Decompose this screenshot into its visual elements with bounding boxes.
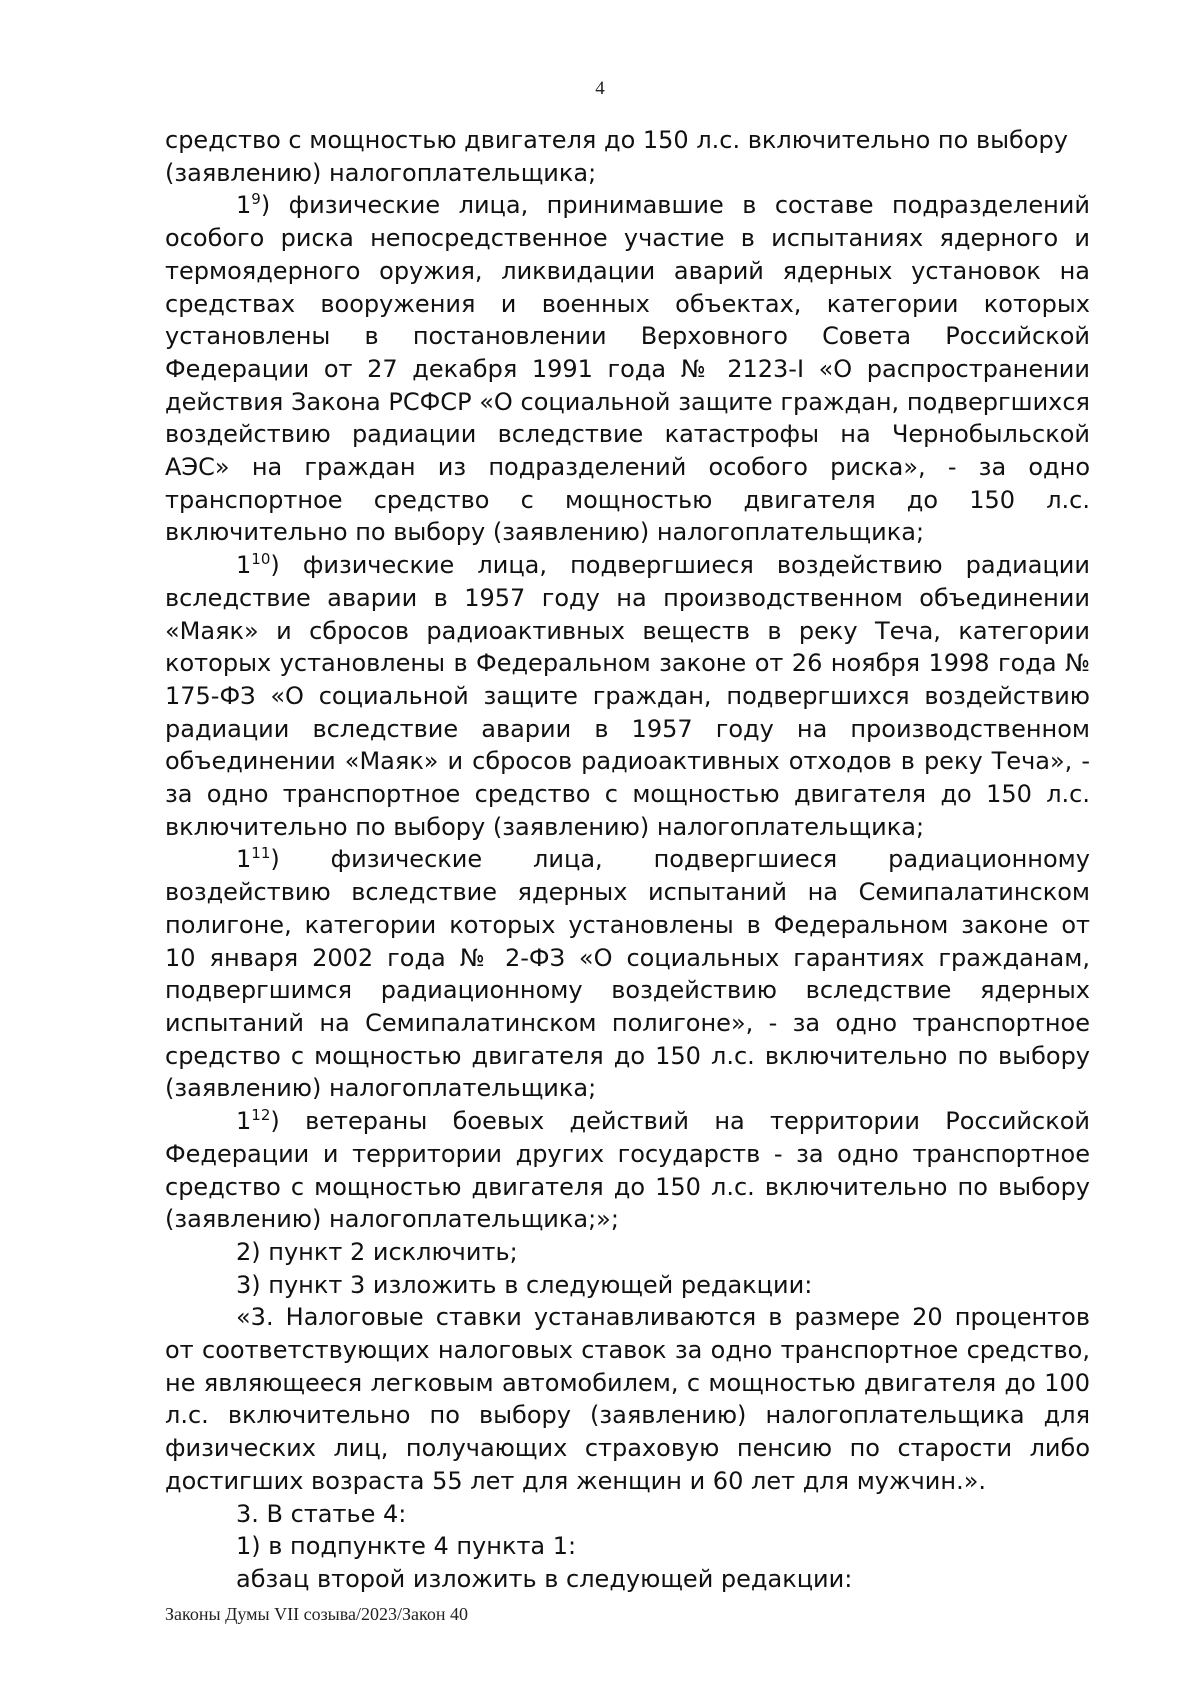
paragraph-text: ) физические лица, подвергшиеся радиационному воздействию вследствие ядерных испытаний на Семипалатинском полигоне, категории которых установлены в Федеральном законе от 10 января 2002 года № 2-ФЗ «О социальных гарантиях гражданам, подвергшимся радиационному воздействию вследствие ядерных испытаний на Семипалатинском полигоне», - за одно транспортное средство с мощностью двигателя до 150 л.с. включительно по выбору (заявлению) налогоплательщика; [165,845,1090,1103]
paragraph-subitem-4 [165,1530,1090,1563]
paragraph-text: средство с мощностью двигателя до 150 л.с. включительно по выбору (заявлению) налогоплательщика; [165,126,1068,187]
paragraph-continuation [165,124,1090,189]
paragraph-item-2 [165,1236,1090,1269]
paragraph-text: 2) пункт 2 исключить; [236,1237,518,1266]
page-number: 4 [595,78,605,99]
paragraph-text: 3. В статье 4: [236,1499,407,1528]
paragraph-second-abzac [165,1563,1090,1596]
paragraph-text: ) физические лица, подвергшиеся воздействию радиации вследствие аварии в 1957 году на производственном объединении «Маяк» и сбросов радиоактивных веществ в реку Теча, категории которых установлены в Федеральном законе от 26 ноября 1998 года № 175-ФЗ «О социальной защите граждан, подвергшихся воздействию радиации вследствие аварии в 1957 году на производственном объединении «Маяк» и сбросов радиоактивных отходов в реку Теча», - за одно транспортное средство с мощностью двигателя до 150 л.с. включительно по выбору (заявлению) налогоплательщика; [165,551,1090,841]
paragraph-text: абзац второй изложить в следующей редакции: [236,1564,853,1593]
item-superscript: 11 [251,844,271,863]
paragraph-text: ) физические лица, принимавшие в составе подразделений особого риска непосредственное участие в испытаниях ядерного и термоядерного оружия, ликвидации аварий ядерных установок на средствах вооружения и военных объектах, категории которых установлены в постановлении Верховного Совета Российской Федерации от 27 декабря 1991 года № 2123-I «О распространении действия Закона РСФСР «О социальной защите граждан, подвергшихся воздействию радиации вследствие катастрофы на Чернобыльской АЭС» на граждан из подразделений особого риска», - за одно транспортное средство с мощностью двигателя до 150 л.с. включительно по выбору (заявлению) налогоплательщика; [165,191,1090,547]
document-footer: Законы Думы VII созыва/2023/Закон 40 [165,1604,468,1624]
paragraph-quoted-item-3 [165,1301,1090,1497]
paragraph-item-1-12 [165,1105,1090,1236]
paragraph-item-3 [165,1269,1090,1302]
paragraph-text: «3. Налоговые ставки устанавливаются в размере 20 процентов от соответствующих налоговых ставок за одно транспортное средство, не являющееся легковым автомобилем, с мощностью двигателя до 100 л.с. включительно по выбору (заявлению) налогоплательщика для физических лиц, получающих страховую пенсию по старости либо достигших возраста 55 лет для женщин и 60 лет для мужчин.». [165,1303,1090,1495]
paragraph-item-1-11 [165,843,1090,1105]
item-number: 1 [236,1107,252,1136]
item-number: 1 [236,551,252,580]
paragraph-article-4 [165,1498,1090,1531]
item-superscript: 10 [251,550,271,569]
item-number: 1 [236,191,252,220]
paragraph-text: ) ветераны боевых действий на территории Российской Федерации и территории других государств - за одно транспортное средство с мощностью двигателя до 150 л.с. включительно по выбору (заявлению) налогоплательщика;»; [165,1107,1090,1234]
item-superscript: 9 [251,190,261,209]
paragraph-text: 3) пункт 3 изложить в следующей редакции: [236,1270,813,1299]
document-body [165,124,1090,1596]
item-superscript: 12 [251,1106,271,1125]
paragraph-text: 1) в подпункте 4 пункта 1: [236,1532,577,1561]
paragraph-item-1-10 [165,549,1090,843]
paragraph-item-1-9 [165,189,1090,549]
item-number: 1 [236,845,252,874]
